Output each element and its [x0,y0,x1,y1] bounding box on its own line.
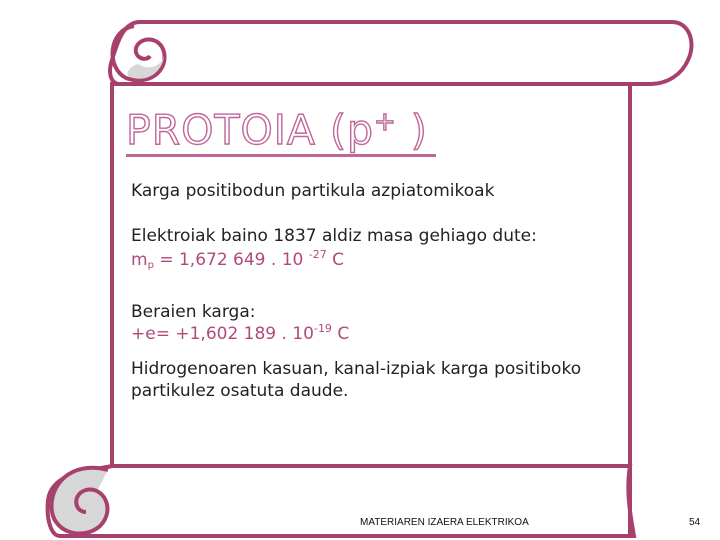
slide-title [126,106,428,154]
mass-subscript: p [147,260,154,271]
title-main: PROTOIA (p [126,106,374,154]
title-close: ) [396,106,428,154]
charge-number: +e= +1,602 189 . 10 [131,324,314,344]
line-definition: Karga positibodun partikula azpiatomikoak [131,181,495,201]
line-charge-value [131,322,349,344]
line-hydrogen-2: partikulez osatuta daude. [131,381,349,401]
title-superscript: + [374,107,397,137]
scroll-bottom-roll [48,466,634,536]
scroll-bottom-curl [52,468,108,534]
mass-exponent: -27 [308,248,327,261]
line-mass-value [131,248,344,271]
scroll-top-roll [110,22,691,84]
line-mass-comparison: Elektroiak baino 1837 aldiz masa gehiago dute: [131,226,537,246]
page-number: 54 [689,517,701,528]
charge-exponent: -19 [313,322,332,335]
mass-number: = 1,672 649 . 10 [153,250,309,270]
mass-unit: C [326,250,344,270]
title-underline [126,154,436,157]
footer-title: MATERIAREN IZAERA ELEKTRIKOA [360,517,529,528]
mass-symbol: m [131,250,148,270]
line-charge-heading: Beraien karga: [131,302,256,322]
charge-unit: C [331,324,350,344]
line-hydrogen-1: Hidrogenoaren kasuan, kanal-izpiak karga positiboko [131,359,582,379]
